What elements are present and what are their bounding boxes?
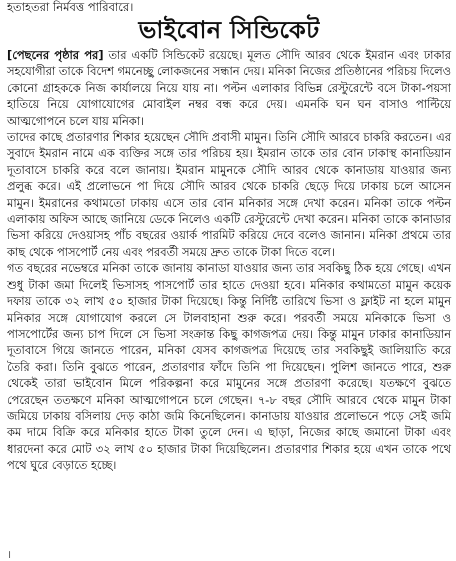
paragraph-1 <box>7 47 451 129</box>
article-body <box>7 47 451 474</box>
article-headline: ভাইবোন সিন্ডিকেট <box>138 16 320 44</box>
paragraph-2: তাদের কাছে প্রতারণার শিকার হয়েছেন সৌদি প্রবাসী মামুন। তিনি সৌদি আরবে চাকরি করতেন। এর সুবাদে ইমরান নামে এক ব্যক্তির সঙ্গে তার পরিচয় হয়। ইমরান তাকে তার বোন ঢাকাস্থ কানাডিয়ান দূতাবাসে চাকরি করে বলে জানায়। ইমরান মামুনকে সৌদি আরব থেকে কানাডায় যাওয়ার জন্য প্রলুব্ধ করে। এই প্রলোভনে পা দিয়ে সৌদি আরব থেকে চাকরি ছেড়ে দিয়ে ঢাকায় চলে আসেন মামুন। ইমরানের কথামতো ঢাকায় এসে তার বোন মনিকার সঙ্গে দেখা করেন। মনিকা তাকে পল্টন এলাকায় অফিস আছে জানিয়ে ডেকে নিলেও একটি রেস্টুরেন্টে দেখা করেন। মনিকা তাকে কানাডার ভিসা করিয়ে দেওয়াসহ পাঁচ বছরের ওয়ার্ক পারমিট করিয়ে দেবে বলেও জানান। মনিকা প্রথমে তার কাছ থেকে পাসপোর্ট নেয় এবং পরবর্তী সময়ে দ্রুত তাকে টাকা দিতে বলে। <box>7 130 451 259</box>
next-article-fragment: । <box>7 548 12 561</box>
paragraph-3: গত বছরের নভেম্বরে মনিকা তাকে জানায় কানাডা যাওয়ার জন্য তার সবকিছু ঠিক হয়ে গেছে। এখন শুধু টাকা জমা দিলেই ভিসাসহ পাসপোর্ট তার হাতে দেওয়া হবে। মনিকার কথামতো মামুন কয়েক দফায় তাকে ৩২ লাখ ৫০ হাজার টাকা দিয়েছে। কিন্তু নির্দিষ্ট তারিখে ভিসা ও ফ্লাইট না হলে মামুন মনিকার সঙ্গে যোগাযোগ করলে সে টালবাহানা শুরু করে। পরবর্তী সময়ে মনিকাকে ভিসা ও পাসপোর্টের জন্য চাপ দিলে সে ভিসা সংক্রান্ত কিছু কাগজপত্র দেয়। কিন্তু মামুন ঢাকার কানাডিয়ান দূতাবাসে গিয়ে জানতে পারেন, মনিকা যেসব কাগজপত্র দিয়েছে তার সবকিছুই জালিয়াতি করে তৈরি করা। তিনি বুঝতে পারেন, প্রতারণার ফাঁদে তিনি পা দিয়েছেন। পুলিশ জানতে পারে, শুরু থেকেই তারা ভাইবোন মিলে পরিকল্পনা করে মামুনের সঙ্গে প্রতারণা করেছে। যতক্ষণে বুঝতে পেরেছেন ততক্ষণে মনিকা আত্মগোপনে চলে গেছেন। ৭-৮ বছর সৌদি আরবে থেকে মামুন টাকা জমিয়ে ঢাকায় বসিলায় দেড় কাঠা জমি কিনেছিলেন। কানাডায় যাওয়ার প্রলোভনে পড়ে সেই জমি কম দামে বিক্রি করে মনিকার হাতে টাকা তুলে দেন। এ ছাড়া, নিজের কাছে জমানো টাকা এবং ধারদেনা করে মোট ৩২ লাখ ৫০ হাজার টাকা দিয়েছিলেন। প্রতারণার শিকার হয়ে এখন তাকে পথে পথে ঘুরে বেড়াতে হচ্ছে। <box>7 261 451 473</box>
paragraph-1-text: তার একটি সিন্ডিকেট রয়েছে। মূলত সৌদি আরব থেকে ইমরান এবং ঢাকার সহযোগীরা তাকে বিদেশ গমনেচ্ছু লোকজনের সন্ধান দেয়। মনিকা নিজের প্রতিষ্ঠানের পরিচয় দিলেও কোনো গ্রাহককে নিজ কার্যালয়ে নিয়ে যায় না। পল্টন এলাকার বিভিন্ন রেস্টুরেন্টে বসে টাকা-পয়সা হাতিয়ে নিয়ে যোগাযোগের মোবাইল নম্বর বন্ধ করে দেয়। এমনকি ঘন ঘন বাসাও পাল্টিয়ে আত্মগোপনে চলে যায় মনিকা। <box>7 48 451 128</box>
previous-article-fragment: হতাহতরা নির্মবত্ত পারিবারে। <box>7 0 134 14</box>
continuation-marker: [পেছনের পৃষ্ঠার পর] <box>7 48 104 62</box>
